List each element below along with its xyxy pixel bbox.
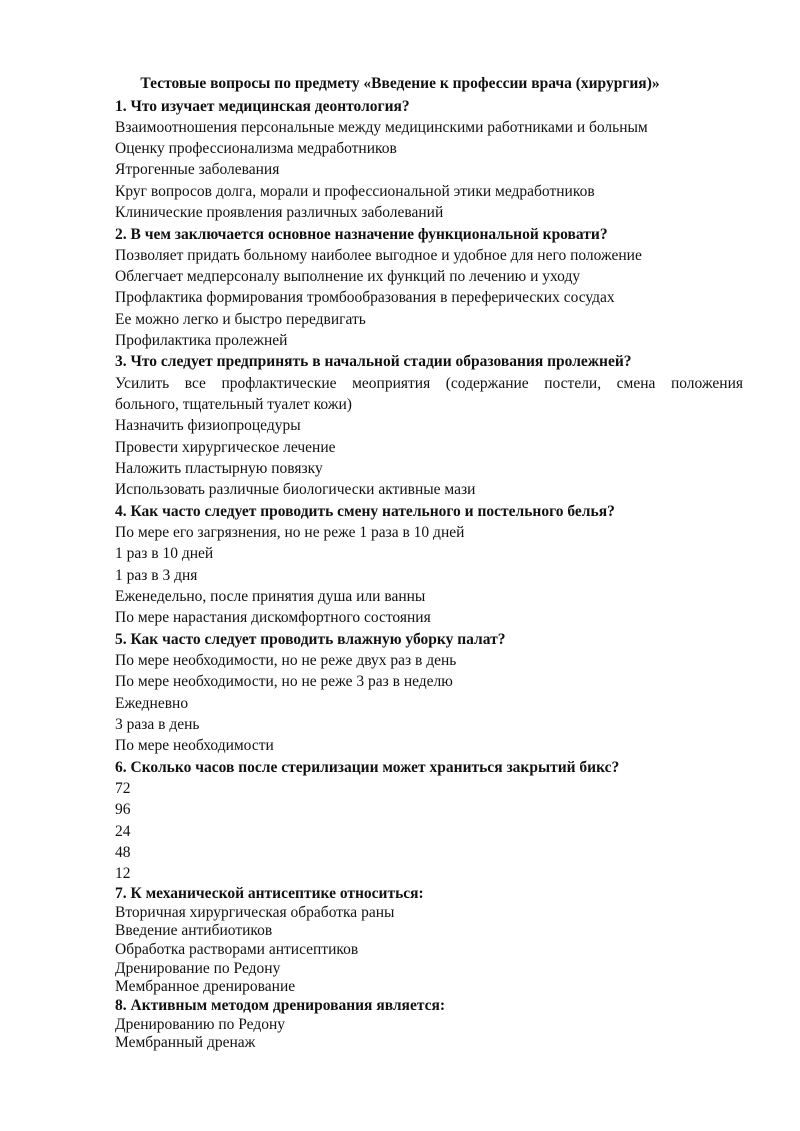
answer-7-3: Обработка растворами антисептиков xyxy=(115,941,359,958)
answer-1-2: Оценку профессионализма медработников xyxy=(115,140,397,157)
answer-1-3: Ятрогенные заболевания xyxy=(115,161,280,178)
answer-4-2: 1 раз в 10 дней xyxy=(115,545,214,562)
answer-8-2: Мембранный дренаж xyxy=(115,1034,256,1051)
question-7: 7. К механической антисептике относиться: xyxy=(115,885,424,902)
answer-6-3: 24 xyxy=(115,823,131,840)
answer-1-5: Клинические проявления различных заболеваний xyxy=(115,204,444,221)
document-title: Тестовые вопросы по предмету «Введение к профессии врача (хирургия)» xyxy=(140,75,660,92)
answer-6-4: 48 xyxy=(115,844,131,861)
question-4: 4. Как часто следует проводить смену нательного и постельного белья? xyxy=(115,503,615,520)
answer-3-2: Назначить физиопроцедуры xyxy=(115,417,301,434)
answer-3-4: Наложить пластырную повязку xyxy=(115,460,323,477)
answer-2-1: Позволяет придать больному наиболее выгодное и удобное для него положение xyxy=(115,247,642,264)
answer-2-3: Профлактика формирования тромбообразования в переферических сосудах xyxy=(115,289,615,306)
question-5: 5. Как часто следует проводить влажную уборку палат? xyxy=(115,631,506,648)
answer-4-1: По мере его загрязнения, но не реже 1 раза в 10 дней xyxy=(115,524,465,541)
answer-7-5: Мембранное дренирование xyxy=(115,978,296,995)
answer-2-4: Ее можно легко и быстро передвигать xyxy=(115,311,366,328)
answer-2-5: Профилактика пролежней xyxy=(115,332,288,349)
question-6: 6. Сколько часов после стерилизации может храниться закрытий бикс? xyxy=(115,759,620,776)
answer-5-5: По мере необходимости xyxy=(115,737,274,754)
answer-2-2: Облегчает медперсоналу выполнение их функций по лечению и уходу xyxy=(115,268,581,285)
answer-4-3: 1 раз в 3 дня xyxy=(115,567,198,584)
question-2: 2. В чем заключается основное назначение функциональной кровати? xyxy=(115,226,608,243)
answer-5-4: 3 раза в день xyxy=(115,716,200,733)
answer-7-4: Дренирование по Редону xyxy=(115,960,281,977)
answer-3-5: Использовать различные биологически активные мази xyxy=(115,481,476,498)
question-8: 8. Активным методом дренирования является: xyxy=(115,997,446,1014)
answer-4-5: По мере нарастания дискомфортного состояния xyxy=(115,609,431,626)
answer-4-4: Еженедельно, после принятия душа или ванны xyxy=(115,588,426,605)
answer-5-1: По мере необходимости, но не реже двух раз в день xyxy=(115,652,457,669)
answer-5-3: Ежедневно xyxy=(115,695,189,712)
answer-6-5: 12 xyxy=(115,865,131,882)
answer-6-1: 72 xyxy=(115,780,131,797)
answer-1-4: Круг вопросов долга, морали и профессиональной этики медработников xyxy=(115,183,595,200)
question-3: 3. Что следует предпринять в начальной стадии образования пролежней? xyxy=(115,353,632,370)
answer-5-2: По мере необходимости, но не реже 3 раз в неделю xyxy=(115,673,453,690)
answer-8-1: Дренированию по Редону xyxy=(115,1016,286,1033)
answer-3-3: Провести хирургическое лечение xyxy=(115,439,336,456)
answer-7-1: Вторичная хирургическая обработка раны xyxy=(115,904,395,921)
question-1: 1. Что изучает медицинская деонтология? xyxy=(115,98,410,115)
answer-1-1: Взаимоотношения персональные между медицинскими работниками и больным xyxy=(115,119,648,136)
answer-7-2: Введение антибиотиков xyxy=(115,922,273,939)
answer-3-1-continued: больного, тщательный туалет кожи) xyxy=(115,396,352,413)
answer-3-1: Усилить все профлактические меоприятия (содержание постели, смена положения xyxy=(115,375,743,392)
answer-6-2: 96 xyxy=(115,801,131,818)
